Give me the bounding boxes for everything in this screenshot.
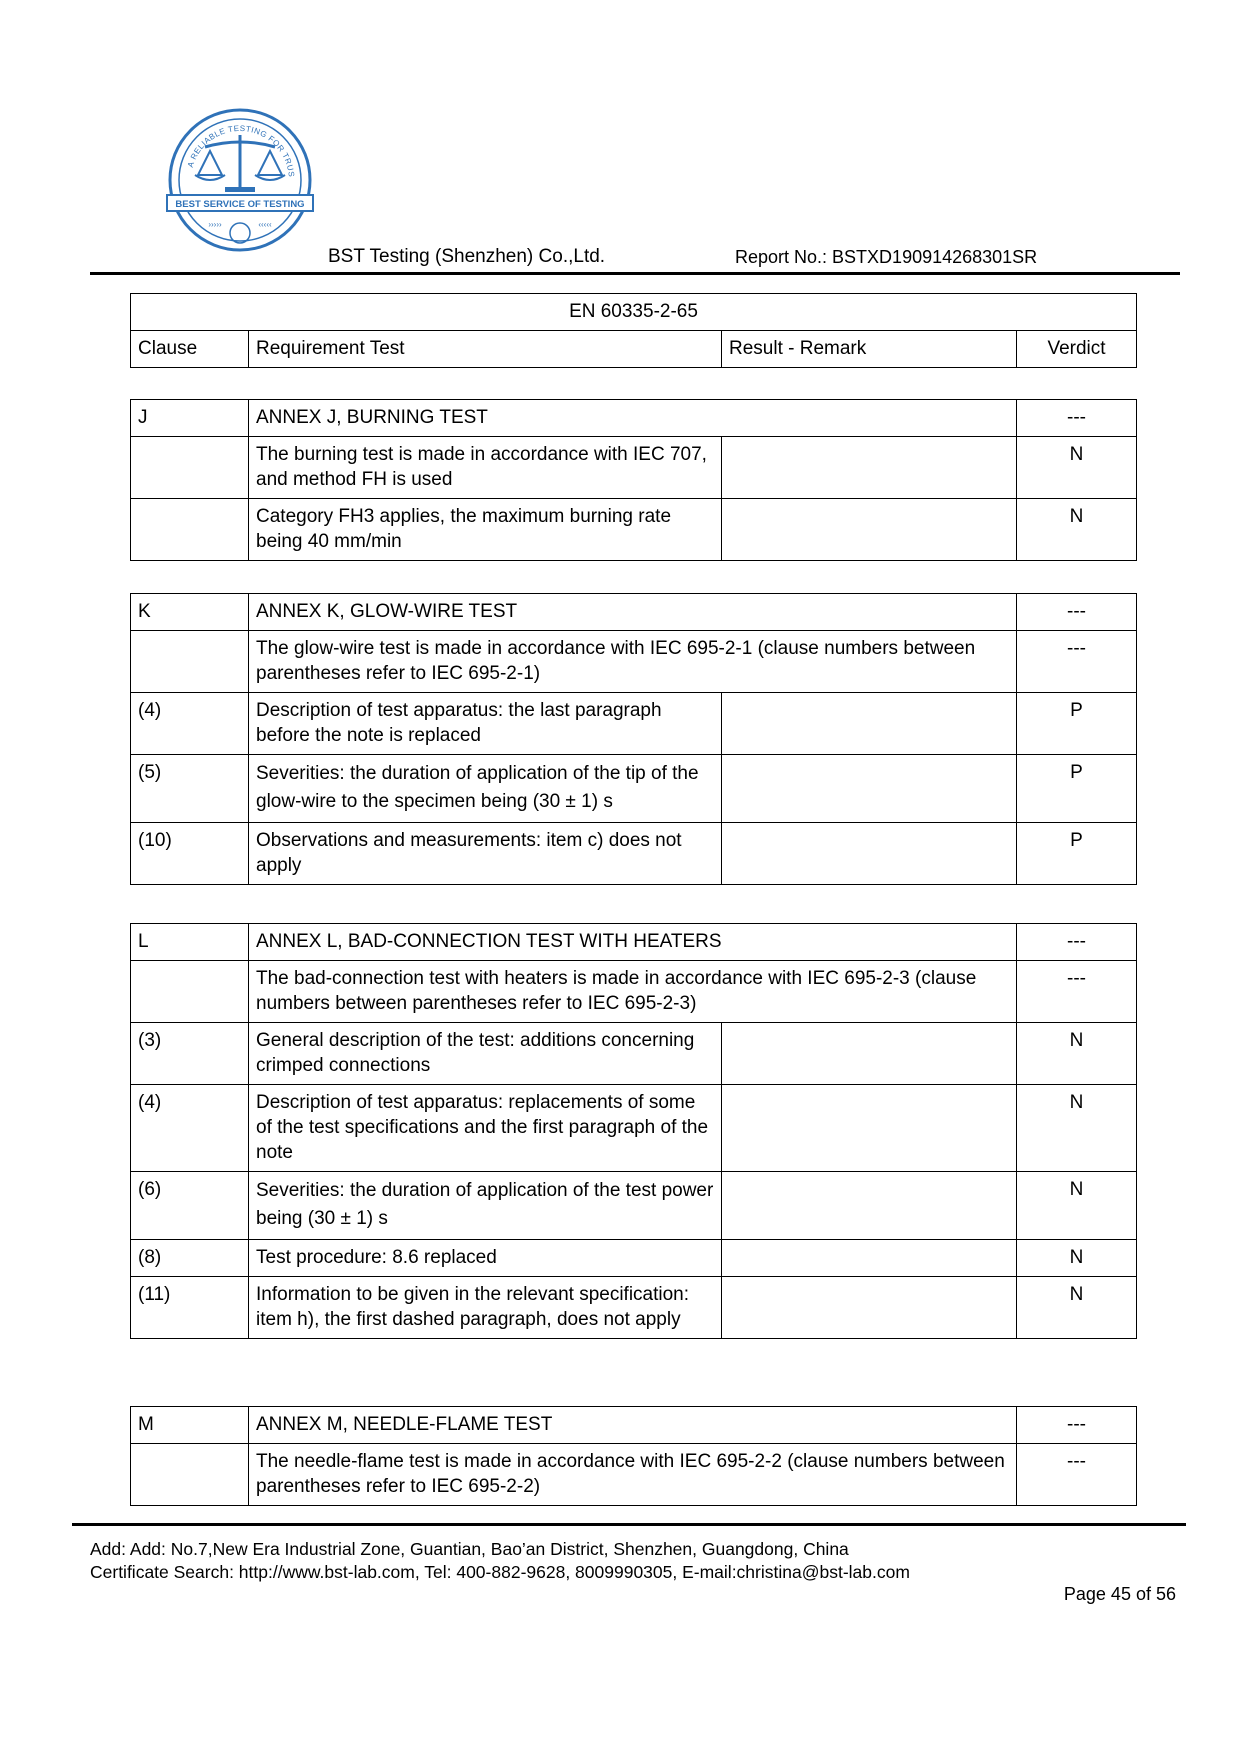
clause-cell: (5) xyxy=(131,755,249,823)
section-header-row xyxy=(131,924,1137,961)
clause-cell: (4) xyxy=(131,1085,249,1172)
column-header-requirement: Requirement Test xyxy=(249,331,722,368)
section-title: ANNEX L, BAD-CONNECTION TEST WITH HEATERS xyxy=(249,924,1017,961)
company-logo xyxy=(165,105,315,255)
result-cell xyxy=(722,693,1017,755)
footer-contact: Certificate Search: http://www.bst-lab.com, Tel: 400-882-9628, 8009990305, E-mail:christina@bst-lab.com xyxy=(90,1562,910,1582)
requirement-cell: The burning test is made in accordance with IEC 707, and method FH is used xyxy=(249,437,722,499)
clause-cell xyxy=(131,499,249,561)
section-note-row xyxy=(131,631,1137,693)
verdict-cell: --- xyxy=(1017,594,1137,631)
verdict-cell: N xyxy=(1017,1172,1137,1240)
requirement-cell: Description of test apparatus: replacements of some of the test specifications and the first paragraph of the note xyxy=(249,1085,722,1172)
clause-cell xyxy=(131,437,249,499)
annex-l-table xyxy=(130,923,1137,1339)
verdict-cell: --- xyxy=(1017,1444,1137,1506)
verdict-cell: N xyxy=(1017,1240,1137,1277)
section-note: The glow-wire test is made in accordance with IEC 695-2-1 (clause numbers between parentheses refer to IEC 695-2-1) xyxy=(249,631,1017,693)
section-note-row xyxy=(131,961,1137,1023)
clause-cell: L xyxy=(131,924,249,961)
result-cell xyxy=(722,1085,1017,1172)
table-row xyxy=(131,1172,1137,1240)
section-title: ANNEX K, GLOW-WIRE TEST xyxy=(249,594,1017,631)
verdict-cell: N xyxy=(1017,499,1137,561)
section-header-row xyxy=(131,594,1137,631)
requirement-cell: Severities: the duration of application of the test power being (30 ± 1) s xyxy=(249,1172,722,1240)
standard-header-table xyxy=(130,293,1137,368)
requirement-cell: Category FH3 applies, the maximum burning rate being 40 mm/min xyxy=(249,499,722,561)
annex-m-table xyxy=(130,1406,1137,1506)
section-header-row xyxy=(131,400,1137,437)
svg-text:›››››: ››››› xyxy=(208,220,222,229)
svg-text:‹‹‹‹‹: ‹‹‹‹‹ xyxy=(258,220,272,229)
result-cell xyxy=(722,755,1017,823)
clause-cell: (8) xyxy=(131,1240,249,1277)
page-number: Page 45 of 56 xyxy=(1063,1584,1176,1604)
clause-cell: (4) xyxy=(131,693,249,755)
table-row xyxy=(131,1085,1137,1172)
requirement-cell: Severities: the duration of application of the tip of the glow-wire to the specimen being (30 ± 1) s xyxy=(249,755,722,823)
result-cell xyxy=(722,437,1017,499)
verdict-cell: N xyxy=(1017,1085,1137,1172)
clause-cell: (10) xyxy=(131,823,249,885)
table-row xyxy=(131,755,1137,823)
section-note-row xyxy=(131,1444,1137,1506)
verdict-cell: N xyxy=(1017,1277,1137,1339)
section-title: ANNEX J, BURNING TEST xyxy=(249,400,1017,437)
verdict-cell: P xyxy=(1017,823,1137,885)
verdict-cell: --- xyxy=(1017,400,1137,437)
requirement-cell: Observations and measurements: item c) does not apply xyxy=(249,823,722,885)
report-number: Report No.: BSTXD190914268301SR xyxy=(735,247,1038,267)
standard-title: EN 60335-2-65 xyxy=(131,294,1137,331)
requirement-cell: General description of the test: additions concerning crimped connections xyxy=(249,1023,722,1085)
annex-j-table xyxy=(130,399,1137,561)
clause-cell: M xyxy=(131,1407,249,1444)
table-row xyxy=(131,1277,1137,1339)
result-cell xyxy=(722,823,1017,885)
result-cell xyxy=(722,1240,1017,1277)
verdict-cell: P xyxy=(1017,693,1137,755)
section-note: The bad-connection test with heaters is made in accordance with IEC 695-2-3 (clause numbers between parentheses refer to IEC 695-2-3) xyxy=(249,961,1017,1023)
verdict-cell: --- xyxy=(1017,924,1137,961)
table-row xyxy=(131,823,1137,885)
clause-cell: J xyxy=(131,400,249,437)
verdict-cell: N xyxy=(1017,1023,1137,1085)
verdict-cell: --- xyxy=(1017,1407,1137,1444)
requirement-cell: Test procedure: 8.6 replaced xyxy=(249,1240,722,1277)
requirement-cell: Description of test apparatus: the last paragraph before the note is replaced xyxy=(249,693,722,755)
clause-cell: (3) xyxy=(131,1023,249,1085)
section-note: The needle-flame test is made in accordance with IEC 695-2-2 (clause numbers between parentheses refer to IEC 695-2-2) xyxy=(249,1444,1017,1506)
column-header-clause: Clause xyxy=(131,331,249,368)
footer-address-block xyxy=(90,1538,910,1584)
svg-text:BEST SERVICE OF TESTING: BEST SERVICE OF TESTING xyxy=(175,199,305,210)
result-cell xyxy=(722,1277,1017,1339)
clause-cell xyxy=(131,961,249,1023)
footer-divider xyxy=(72,1523,1186,1526)
section-header-row xyxy=(131,1407,1137,1444)
clause-cell xyxy=(131,1444,249,1506)
clause-cell: (6) xyxy=(131,1172,249,1240)
column-header-result: Result - Remark xyxy=(722,331,1017,368)
table-row xyxy=(131,437,1137,499)
verdict-cell: --- xyxy=(1017,631,1137,693)
table-row xyxy=(131,693,1137,755)
result-cell xyxy=(722,499,1017,561)
requirement-cell: Information to be given in the relevant specification: item h), the first dashed paragraph, does not apply xyxy=(249,1277,722,1339)
table-row xyxy=(131,1240,1137,1277)
svg-text:A RELIABLE TESTING FOR TRUST: A RELIABLE TESTING FOR TRUS xyxy=(185,123,296,178)
clause-cell xyxy=(131,631,249,693)
clause-cell: K xyxy=(131,594,249,631)
result-cell xyxy=(722,1172,1017,1240)
result-cell xyxy=(722,1023,1017,1085)
verdict-cell: --- xyxy=(1017,961,1137,1023)
verdict-cell: P xyxy=(1017,755,1137,823)
table-row xyxy=(131,1023,1137,1085)
clause-cell: (11) xyxy=(131,1277,249,1339)
header-divider xyxy=(90,272,1180,275)
annex-k-table xyxy=(130,593,1137,885)
company-name: BST Testing (Shenzhen) Co.,Ltd. xyxy=(328,246,606,267)
footer-address: Add: Add: No.7,New Era Industrial Zone, Guantian, Bao’an District, Shenzhen, Guangdong, China xyxy=(90,1539,849,1559)
section-title: ANNEX M, NEEDLE-FLAME TEST xyxy=(249,1407,1017,1444)
verdict-cell: N xyxy=(1017,437,1137,499)
table-row xyxy=(131,499,1137,561)
column-header-verdict: Verdict xyxy=(1017,331,1137,368)
